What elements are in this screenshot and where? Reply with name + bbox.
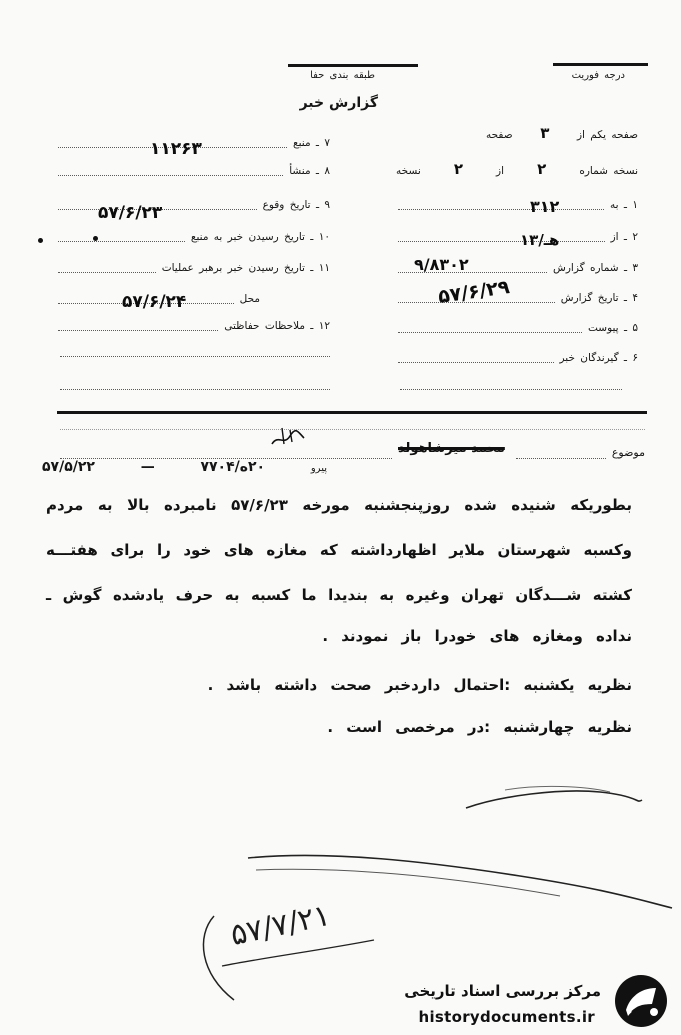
field-attachment	[398, 320, 638, 336]
field-value: هـ/۱۳	[520, 231, 560, 249]
body-line: کشته شـــدگان تهران وغیره به بندیدا ما کسبه به حرف یادشده گوش ـ	[46, 586, 632, 604]
page-count-suffix: صفحه	[486, 129, 513, 141]
field-occurrence-date	[58, 197, 330, 223]
classification-label: طبقه بندی حفا	[310, 70, 375, 81]
handwritten-date: ۵۷/۷/۲۱	[227, 897, 334, 954]
reference-separator: —	[140, 459, 155, 475]
dotted-fill	[58, 175, 283, 176]
page-count-row	[486, 124, 638, 142]
scroll-quill-icon	[614, 974, 668, 1028]
copy-count-prefix: نسخه شماره	[579, 165, 638, 177]
dotted-line	[60, 356, 330, 357]
field-date-received-by-source	[58, 229, 330, 245]
copy-count-number: ۲	[537, 160, 547, 178]
field-label: ۳ ـ شماره گزارش	[553, 262, 638, 274]
field-security-remarks	[58, 318, 330, 334]
body-line: نداده ومغازه های خودرا باز نمودند .	[322, 627, 632, 645]
field-value: ۱۱۲۶۳	[150, 139, 202, 159]
dotted-fill	[398, 209, 604, 210]
dotted-fill	[398, 362, 554, 363]
field-report-date	[398, 276, 638, 308]
dotted-fill	[58, 241, 185, 242]
copy-count-row	[396, 160, 638, 178]
field-label: ۶ ـ گیرندگان خبر	[559, 352, 638, 364]
dotted-fill	[58, 330, 218, 331]
field-label: ۱ ـ به	[610, 199, 638, 211]
subject-label: موضوع	[611, 446, 645, 459]
field-label: ۱۱ ـ تاریخ رسیدن خبر برهبر عملیات	[161, 262, 330, 274]
handwritten-marks	[0, 760, 681, 1020]
field-origin	[58, 163, 330, 179]
dotted-line	[60, 389, 330, 390]
body-line: بطوریکه شنیده شده روزپنجشنبه مورخه ۵۷/۶/۲۳ نامبرده بالا به مردم	[46, 496, 632, 514]
report-title: گزارش خبر	[299, 95, 378, 111]
dot-mark	[93, 236, 98, 241]
note-line: نظریه چهارشنبه :در مرخصی است .	[327, 718, 632, 736]
urgency-label: درجه فوریت	[571, 70, 625, 81]
watermark-site: historydocuments.ir	[418, 1008, 595, 1026]
field-value: ۹/۸۳۰۲	[414, 255, 469, 274]
field-value: ۵۷/۶/۲۳	[98, 203, 163, 223]
field-recipients	[398, 350, 638, 366]
note-line: نظریه یکشنبه :احتمال داردخبر صحت داشته باشد .	[207, 676, 632, 694]
field-source	[58, 135, 330, 159]
copy-count-suffix: نسخه	[396, 165, 421, 177]
stamp-scribble	[268, 424, 308, 450]
dotted-fill	[58, 272, 156, 273]
field-value: ۵۷/۶/۲۹	[436, 276, 511, 308]
field-label: ۹ ـ تاریخ وقوع	[262, 199, 330, 211]
reference-label: پیرو	[310, 463, 327, 474]
field-label: ۱۰ ـ تاریخ رسیدن خبر به منبع	[190, 231, 330, 243]
field-value: ۳۱۲	[530, 197, 560, 216]
dot-mark	[38, 238, 43, 243]
dotted-line	[516, 458, 606, 459]
dotted-line	[400, 389, 622, 390]
classification-rule	[288, 64, 418, 67]
field-report-number	[398, 255, 638, 276]
field-to	[398, 197, 638, 216]
urgency-rule	[553, 63, 648, 66]
field-label: محل	[239, 293, 260, 305]
field-label: ۷ ـ منبع	[293, 137, 330, 149]
reference-date: ۵۷/۵/۲۲	[42, 459, 95, 475]
page-count-total: ۳	[540, 124, 550, 142]
subject-value: محمد میرشاهولد	[398, 441, 505, 456]
body-line: وکسبه شهرستان ملایر اظهارداشته که مغازه های خود را برای هفتـــه	[46, 541, 632, 559]
reference-row	[42, 459, 327, 475]
copy-count-middle: از	[496, 165, 505, 177]
field-from	[398, 229, 638, 249]
watermark-title: مرکز بررسی اسناد تاریخی	[404, 982, 601, 1000]
page-count-prefix: صفحه یکم از	[576, 129, 638, 141]
field-label: ۸ ـ منشأ	[289, 165, 330, 177]
copy-count-total: ۲	[453, 160, 463, 178]
section-divider	[57, 411, 647, 414]
field-label: ۱۲ ـ ملاحظات حفاظتی	[224, 320, 330, 332]
field-label: ۴ ـ تاریخ گزارش	[560, 292, 638, 304]
reference-number: ۲۰ه/۷۷۰۴	[200, 459, 266, 475]
field-date-received-by-operator	[58, 260, 330, 276]
field-label: ۲ ـ از	[610, 231, 638, 243]
field-location	[58, 291, 260, 312]
dotted-fill	[398, 241, 605, 242]
dotted-line	[60, 429, 645, 430]
field-label: ۵ ـ پیوست	[587, 322, 638, 334]
field-value: ۵۷/۶/۲۴	[122, 292, 187, 312]
dotted-fill	[398, 332, 582, 333]
